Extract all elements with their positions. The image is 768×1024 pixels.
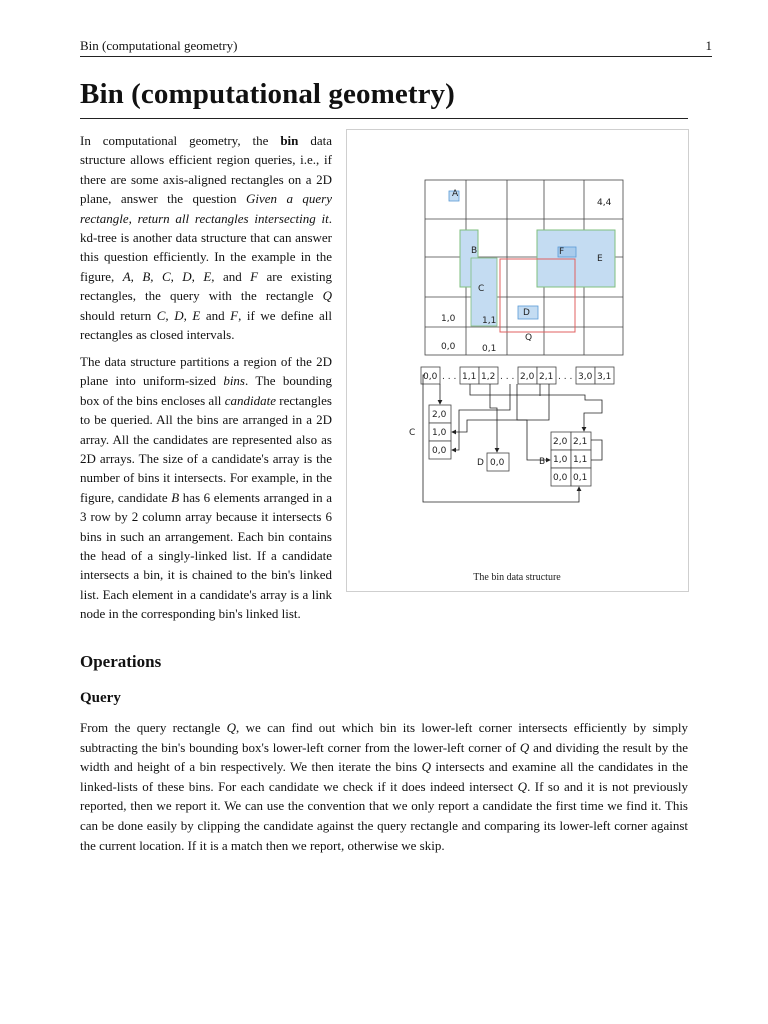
intro-paragraph-2: The data structure partitions a region of the 2D plane into uniform-sized bins. The bounding box of the bins encloses all candidate rectangles to be queried. All the bins are arranged in a 2D array. All the candidates are represented also as 2D arrays. The size of a candidate's array is the number of bins it intersects. For example, in the figure, candidate B has 6 elements arranged in a 3 row by 2 column array because it intersects 6 bins in such an arrangement. Each bin contains the head of a singly-linked list. If a candidate intersects a bin, it is chained to the bin's linked list. Each element in a candidate's array is a link node in the corresponding bin's linked list. <box>80 354 332 622</box>
subsection-heading-query: Query <box>80 690 121 706</box>
candidate-C-cell: 0,0 <box>432 446 447 456</box>
label-F: F <box>559 247 565 257</box>
figure-bin-structure <box>346 129 689 592</box>
candidate-B-cell: 2,0 <box>553 437 568 447</box>
running-header <box>80 38 712 57</box>
bin-array-label: 1,1 <box>462 372 477 382</box>
label-A: A <box>452 189 459 199</box>
candidate-D-cell: 0,0 <box>490 458 505 468</box>
term-bin: bin <box>280 133 299 148</box>
candidate-B-label: B <box>539 457 546 467</box>
candidate-C-cell: 1,0 <box>432 428 447 438</box>
candidate-B-cell: 1,1 <box>573 455 588 465</box>
cell-label-4-4: 4,4 <box>597 198 612 208</box>
bin-array-label: 0,0 <box>423 372 438 382</box>
page-number: 1 <box>705 38 712 53</box>
bin-array-label: 2,1 <box>539 372 554 382</box>
title-rule <box>80 118 688 119</box>
candidate-C-label: C <box>409 428 416 438</box>
bin-array <box>421 367 614 384</box>
bin-array-label: 3,0 <box>578 372 593 382</box>
candidate-B-cell: 0,1 <box>573 473 588 483</box>
candidate-B-cell: 1,0 <box>553 455 568 465</box>
cell-label-1-1: 1,1 <box>482 316 497 326</box>
section-heading-operations: Operations <box>80 652 162 671</box>
label-D: D <box>523 308 530 318</box>
figure-diagram <box>347 130 688 591</box>
query-paragraph: From the query rectangle Q, we can find out which bin its lower-left corner intersects efficiently by simply subtracting the bin's bounding box's lower-left corner from the lower-left corner of Q and dividing the result by the width and height of a bin respectively. We then iterate the bins Q intersects and examine all the candidates in the linked-lists of these bins. For each candidate we check if it does indeed intersect Q. If so and it is not previously reported, then we report it. We can use the convention that we only report a candidate the first time we find it. This can be done easily by clipping the candidate against the query rectangle and comparing its lower-left corner against the current location. If it is a match then we report, otherwise we skip. <box>80 720 688 853</box>
label-Q: Q <box>525 333 533 343</box>
bin-array-label: . . . <box>500 372 515 382</box>
intro-paragraph-1: In computational geometry, the bin data structure allows efficient region queries, i.e., if there are some axis-aligned rectangles on a 2D plane, answer the question Given a query rectangle, return all rectangles intersecting it. kd-tree is another data structure that can answer this question efficiently. In the example in the figure, A, B, C, D, E, and F are existing rectangles, the query with the rectangle Q should return C, D, E and F, if we define all rectangles as closed intervals. <box>80 133 333 343</box>
figure-caption: The bin data structure <box>473 572 561 583</box>
running-header-title: Bin (computational geometry) <box>80 38 238 53</box>
cell-label-0-1: 0,1 <box>482 344 497 354</box>
cell-label-1-0: 1,0 <box>441 314 456 324</box>
cell-label-0-0: 0,0 <box>441 342 456 352</box>
bin-array-label: . . . <box>442 372 457 382</box>
bin-array-label: 2,0 <box>520 372 535 382</box>
candidate-D-label: D <box>477 458 484 468</box>
bin-array-label: 1,2 <box>481 372 496 382</box>
label-C: C <box>478 284 485 294</box>
label-E: E <box>597 254 603 264</box>
bin-array-label: 3,1 <box>597 372 612 382</box>
label-B: B <box>471 246 478 256</box>
candidate-B-cell: 0,0 <box>553 473 568 483</box>
bin-array-label: . . . <box>558 372 573 382</box>
candidate-C-cell: 2,0 <box>432 410 447 420</box>
candidate-B-cell: 2,1 <box>573 437 588 447</box>
article-title: Bin (computational geometry) <box>80 78 455 110</box>
